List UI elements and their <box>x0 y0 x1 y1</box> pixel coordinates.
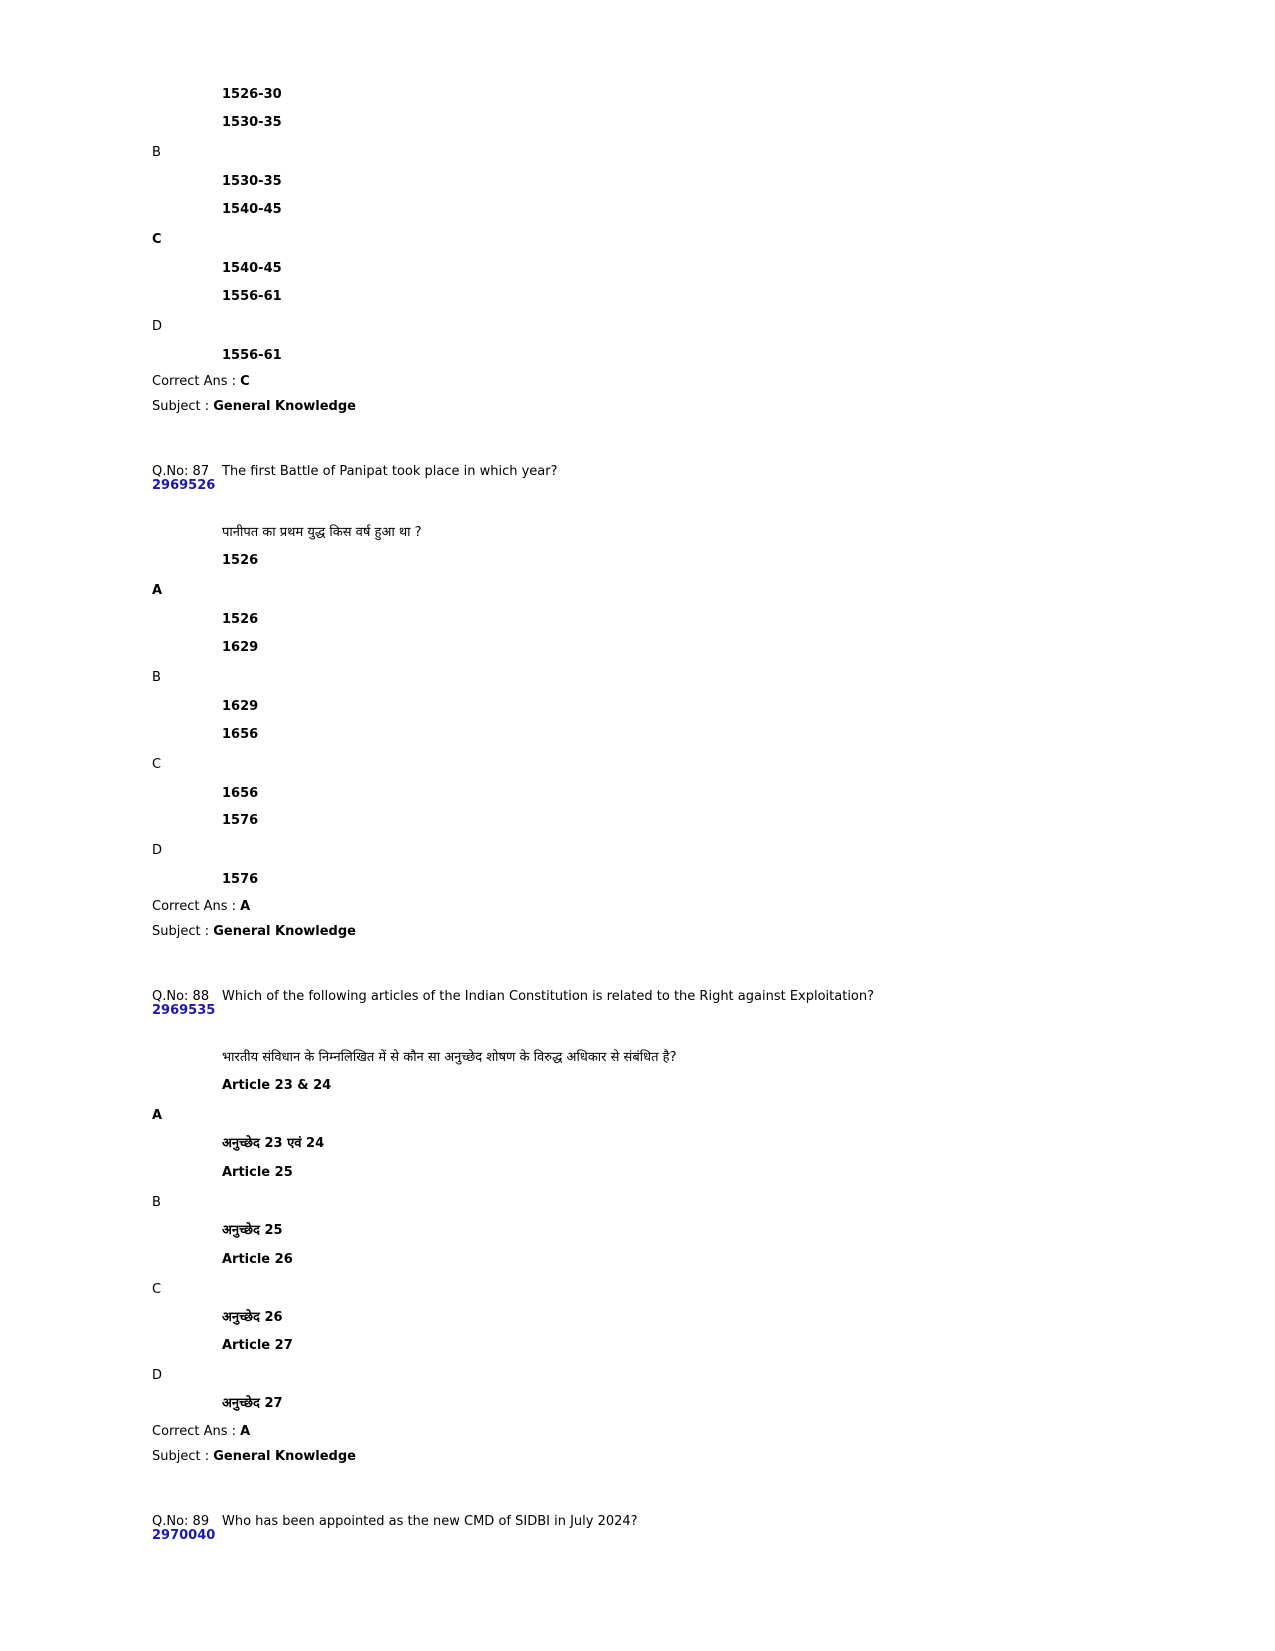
option-text: 1526-30 <box>222 87 282 102</box>
option-text: अनुच्छेद 25 <box>222 1223 283 1238</box>
correct-answer-value: A <box>240 1424 251 1439</box>
subject <box>152 1449 356 1465</box>
option-text: 1526 <box>222 612 259 627</box>
question-id: 2969535 <box>152 1003 216 1018</box>
option-letter-b: B <box>152 1195 161 1210</box>
option-text: Article 26 <box>222 1252 293 1267</box>
option-text: अनुच्छेद 27 <box>222 1396 283 1411</box>
question-text: The first Battle of Panipat took place in which year? <box>222 464 558 479</box>
question-number: Q.No: 89 <box>152 1514 210 1529</box>
option-text: Article 25 <box>222 1165 293 1180</box>
subject-label: Subject : <box>152 399 210 414</box>
subject-label: Subject : <box>152 1449 210 1464</box>
question-text: Which of the following articles of the Indian Constitution is related to the Right against Exploitation? <box>222 989 875 1004</box>
option-text: 1556-61 <box>222 289 282 304</box>
subject-value: General Knowledge <box>213 399 356 414</box>
option-letter-b: B <box>152 670 161 685</box>
option-text: 1540-45 <box>222 202 282 217</box>
option-text: 1576 <box>222 872 259 887</box>
option-text: Article 23 & 24 <box>222 1078 332 1093</box>
question-id: 2970040 <box>152 1528 216 1543</box>
option-letter-c: C <box>152 232 162 247</box>
question-number: Q.No: 88 <box>152 989 210 1004</box>
question-text-hindi: पानीपत का प्रथम युद्ध किस वर्ष हुआ था ? <box>222 525 422 540</box>
question-text-hindi: भारतीय संविधान के निम्नलिखित में से कौन सा अनुच्छेद शोषण के विरुद्ध अधिकार से संबंधित है? <box>222 1050 677 1065</box>
option-text: 1576 <box>222 813 259 828</box>
option-letter-d: D <box>152 1368 163 1383</box>
correct-answer-label: Correct Ans : <box>152 899 236 914</box>
correct-answer <box>152 374 250 390</box>
question-number: Q.No: 87 <box>152 464 210 479</box>
option-text: Article 27 <box>222 1338 293 1353</box>
option-letter-a: A <box>152 1108 163 1123</box>
option-text: 1629 <box>222 699 259 714</box>
correct-answer-label: Correct Ans : <box>152 374 236 389</box>
option-text: अनुच्छेद 23 एवं 24 <box>222 1136 325 1151</box>
correct-answer-value: A <box>240 899 251 914</box>
option-text: 1526 <box>222 553 259 568</box>
option-text: 1556-61 <box>222 348 282 363</box>
subject <box>152 924 356 940</box>
option-letter-c: C <box>152 1282 162 1297</box>
option-letter-d: D <box>152 319 163 334</box>
option-letter-b: B <box>152 145 161 160</box>
subject <box>152 399 356 415</box>
subject-value: General Knowledge <box>213 924 356 939</box>
option-text: 1540-45 <box>222 261 282 276</box>
subject-label: Subject : <box>152 924 210 939</box>
option-text: अनुच्छेद 26 <box>222 1310 283 1325</box>
correct-answer <box>152 1424 250 1440</box>
option-text: 1629 <box>222 640 259 655</box>
subject-value: General Knowledge <box>213 1449 356 1464</box>
correct-answer-value: C <box>240 374 250 389</box>
correct-answer <box>152 899 250 915</box>
option-letter-d: D <box>152 843 163 858</box>
option-text: 1656 <box>222 727 259 742</box>
question-text: Who has been appointed as the new CMD of SIDBI in July 2024? <box>222 1514 638 1529</box>
option-letter-a: A <box>152 583 163 598</box>
correct-answer-label: Correct Ans : <box>152 1424 236 1439</box>
question-id: 2969526 <box>152 478 216 493</box>
option-text: 1656 <box>222 786 259 801</box>
option-text: 1530-35 <box>222 115 282 130</box>
option-letter-c: C <box>152 757 162 772</box>
option-text: 1530-35 <box>222 174 282 189</box>
